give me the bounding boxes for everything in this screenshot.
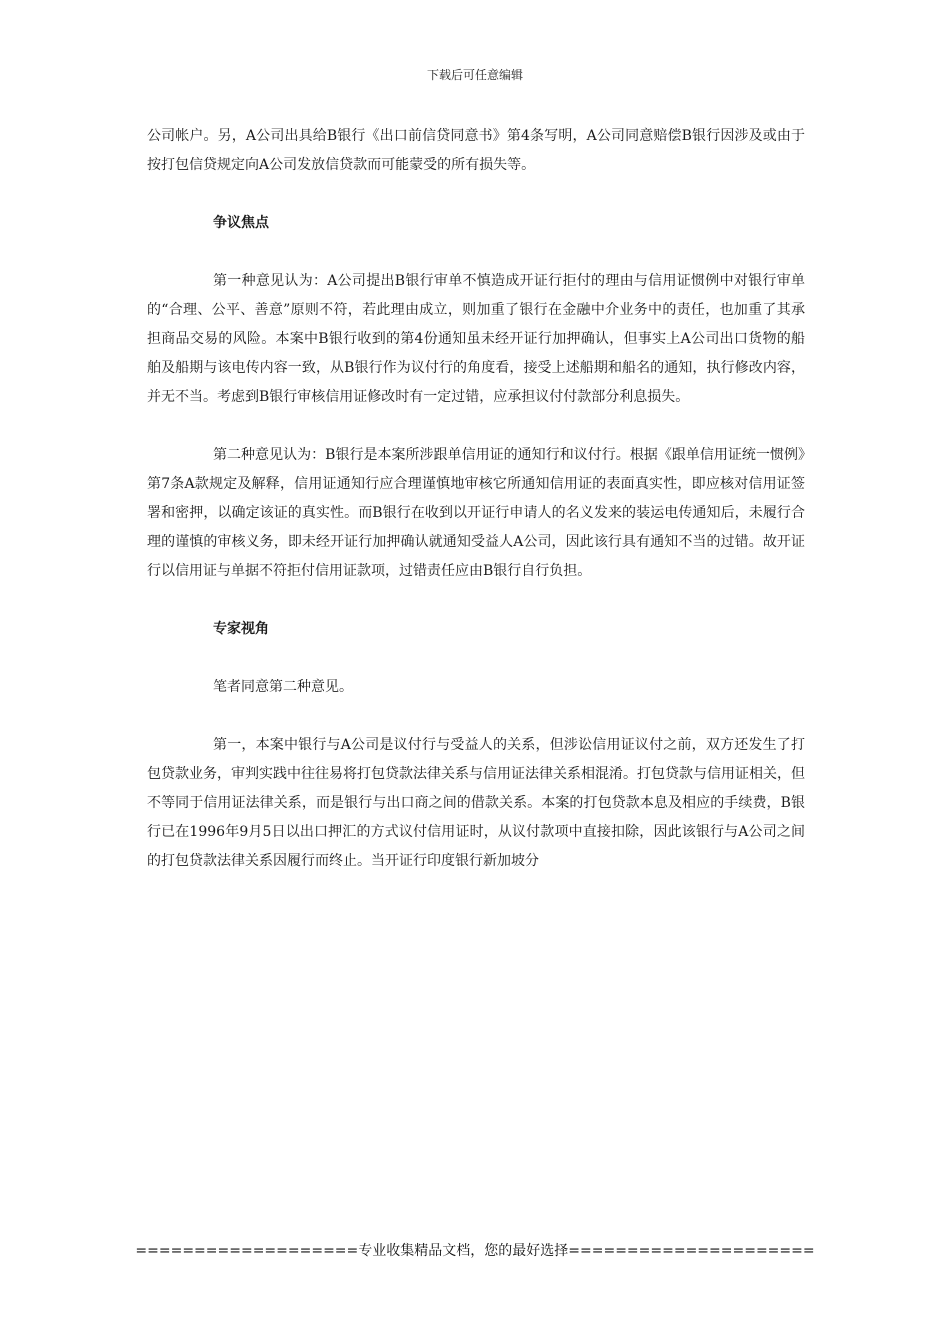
heading-dispute-focus: 争议焦点	[213, 215, 269, 231]
paragraph-author-agrees: 笔者同意第二种意见。	[213, 679, 353, 695]
page-footer: ===================专业收集精品文档，您的最好选择=====================	[135, 1243, 815, 1259]
page-header: 下载后可任意编辑	[426, 68, 523, 82]
paragraph-intro: 公司帐户。另，A公司出具给B银行《出口前信贷同意书》第4条写明，A公司同意赔偿B银行因涉及或由于按打包信贷规定向A公司发放信贷款而可能蒙受的所有损失等。	[147, 128, 805, 173]
paragraph-first-point: 第一，本案中银行与A公司是议付行与受益人的关系，但涉讼信用证议付之前，双方还发生了打包贷款业务，审判实践中往往易将打包贷款法律关系与信用证法律关系相混淆。打包贷款与信用证相关，但不等同于信用证法律关系，而是银行与出口商之间的借款关系。本案的打包贷款本息及相应的手续费，B银行已在1996年9月5日以出口押汇的方式议付信用证时，从议付款项中直接扣除，因此该银行与A公司之间的打包贷款法律关系因履行而终止。当开证行印度银行新加坡分	[147, 737, 805, 869]
paragraph-second-opinion: 第二种意见认为：B银行是本案所涉跟单信用证的通知行和议付行。根据《跟单信用证统一惯例》第7条A款规定及解释，信用证通知行应合理谨慎地审核它所通知信用证的表面真实性，即应核对信用证签署和密押，以确定该证的真实性。而B银行在收到以开证行申请人的名义发来的装运电传通知后，未履行合理的谨慎的审核义务，即未经开证行加押确认就通知受益人A公司，因此该行具有通知不当的过错。故开证行以信用证与单据不符拒付信用证款项，过错责任应由B银行自行负担。	[147, 447, 805, 579]
paragraph-first-opinion: 第一种意见认为：A公司提出B银行审单不慎造成开证行拒付的理由与信用证惯例中对银行审单的“合理、公平、善意”原则不符，若此理由成立，则加重了银行在金融中介业务中的责任，也加重了其承担商品交易的风险。本案中B银行收到的第4份通知虽未经开证行加押确认，但事实上A公司出口货物的船舶及船期与该电传内容一致，从B银行作为议付行的角度看，接受上述船期和船名的通知，执行修改内容，并无不当。考虑到B银行审核信用证修改时有一定过错，应承担议付付款部分利息损失。	[147, 273, 805, 405]
heading-expert-view: 专家视角	[213, 621, 269, 637]
document-body	[147, 122, 805, 876]
